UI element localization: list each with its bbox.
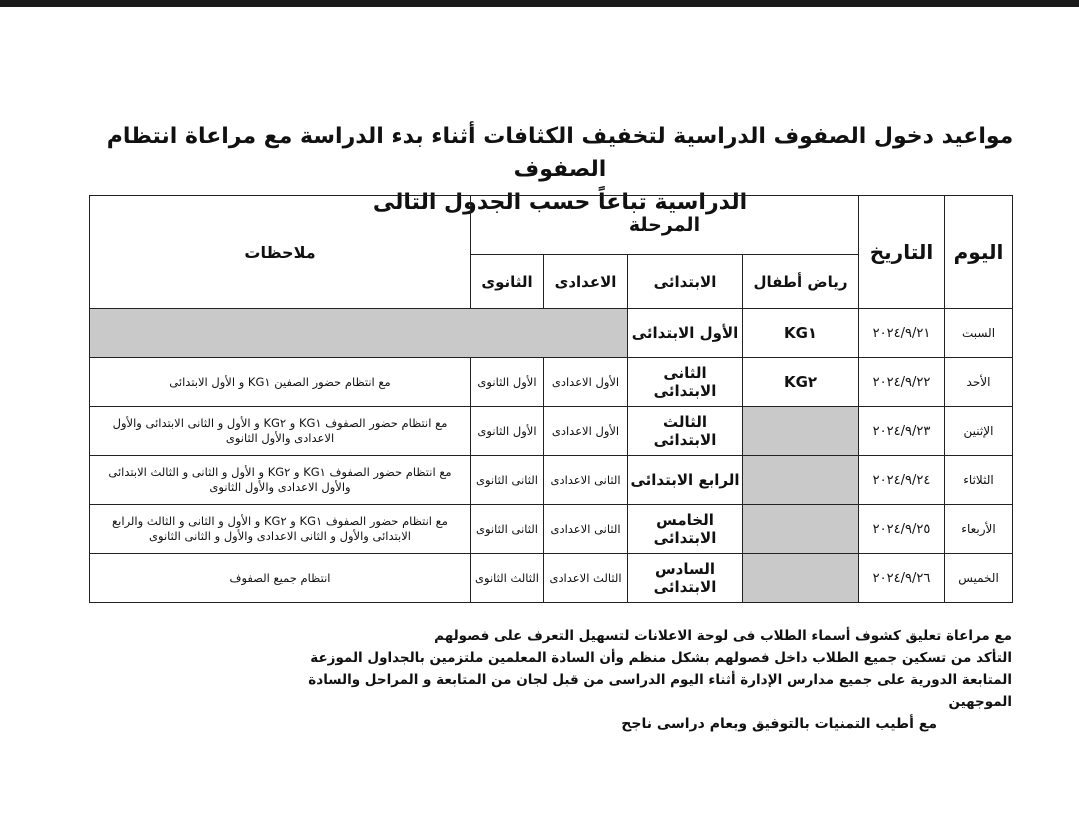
cell-kg-shaded xyxy=(743,554,859,603)
cell-notes: مع انتظام حضور الصفوف KG١ و KG٢ و الأول و الثانى و الثالث الابتدائى والأول الاعدادى والأول الثانوى xyxy=(90,456,471,505)
title-line-1: مواعيد دخول الصفوف الدراسية لتخفيف الكثافات أثناء بدء الدراسة مع مراعاة انتظام الصفوف xyxy=(106,124,1014,182)
shaded-empty-cell xyxy=(90,309,628,358)
cell-primary: الرابع الابتدائى xyxy=(628,456,743,505)
cell-date: ٢٠٢٤/٩/٢٢ xyxy=(859,358,945,407)
cell-date: ٢٠٢٤/٩/٢٤ xyxy=(859,456,945,505)
cell-kg-shaded xyxy=(743,456,859,505)
title-line-2: الدراسية تباعاً حسب الجدول التالى xyxy=(372,190,748,215)
table-row xyxy=(90,309,1013,358)
header-date: التاريخ xyxy=(859,196,945,309)
cell-day: الخميس xyxy=(945,554,1013,603)
cell-kg: KG٢ xyxy=(743,358,859,407)
header-prep: الاعدادى xyxy=(544,255,628,309)
header-primary: الابتدائى xyxy=(628,255,743,309)
cell-prep: الأول الاعدادى xyxy=(544,358,628,407)
footer-notes xyxy=(300,625,1012,735)
table-row xyxy=(90,505,1013,554)
table-row xyxy=(90,358,1013,407)
table-row xyxy=(90,407,1013,456)
cell-notes: مع انتظام حضور الصفين KG١ و الأول الابتدائى xyxy=(90,358,471,407)
header-stage: المرحلة xyxy=(471,196,859,255)
cell-prep: الأول الاعدادى xyxy=(544,407,628,456)
cell-kg-shaded xyxy=(743,505,859,554)
cell-secondary: الثانى الثانوى xyxy=(471,456,544,505)
cell-day: الإثنين xyxy=(945,407,1013,456)
cell-notes: مع انتظام حضور الصفوف KG١ و KG٢ و الأول و الثانى الابتدائى والأول الاعدادى والأول الثانوى xyxy=(90,407,471,456)
cell-secondary: الأول الثانوى xyxy=(471,407,544,456)
header-kg: رياض أطفال xyxy=(743,255,859,309)
cell-prep: الثانى الاعدادى xyxy=(544,456,628,505)
footer-note-3: المتابعة الدورية على جميع مدارس الإدارة أثناء اليوم الدراسى من قبل لجان من المتابعة و المراحل والسادة الموجهين xyxy=(308,672,1012,710)
table-row xyxy=(90,554,1013,603)
cell-primary: السادس الابتدائى xyxy=(628,554,743,603)
cell-notes: انتظام جميع الصفوف xyxy=(90,554,471,603)
cell-primary: الثالث الابتدائى xyxy=(628,407,743,456)
cell-day: الأحد xyxy=(945,358,1013,407)
cell-secondary: الأول الثانوى xyxy=(471,358,544,407)
cell-notes: مع انتظام حضور الصفوف KG١ و KG٢ و الأول و الثانى و الثالث والرابع الابتدائى والأول و الثانى الاعدادى والأول و الثانى الثانوى xyxy=(90,505,471,554)
header-notes: ملاحظات xyxy=(90,196,471,309)
cell-secondary: الثانى الثانوى xyxy=(471,505,544,554)
cell-primary: الثانى الابتدائى xyxy=(628,358,743,407)
cell-kg: KG١ xyxy=(743,309,859,358)
top-border-bar xyxy=(0,0,1079,7)
schedule-table xyxy=(89,195,1013,603)
cell-date: ٢٠٢٤/٩/٢٥ xyxy=(859,505,945,554)
cell-primary: الأول الابتدائى xyxy=(628,309,743,358)
header-secondary: الثانوى xyxy=(471,255,544,309)
footer-note-2: التأكد من تسكين جميع الطلاب داخل فصولهم بشكل منظم وأن السادة المعلمين ملتزمين بالجداول الموزعة xyxy=(310,650,1012,666)
cell-kg-shaded xyxy=(743,407,859,456)
cell-prep: الثانى الاعدادى xyxy=(544,505,628,554)
cell-prep: الثالث الاعدادى xyxy=(544,554,628,603)
cell-secondary: الثالث الثانوى xyxy=(471,554,544,603)
cell-day: السبت xyxy=(945,309,1013,358)
header-day: اليوم xyxy=(945,196,1013,309)
cell-date: ٢٠٢٤/٩/٢٣ xyxy=(859,407,945,456)
footer-note-1: مع مراعاة تعليق كشوف أسماء الطلاب فى لوحة الاعلانات لتسهيل التعرف على فصولهم xyxy=(434,628,1012,644)
cell-primary: الخامس الابتدائى xyxy=(628,505,743,554)
cell-day: الأربعاء xyxy=(945,505,1013,554)
table-row xyxy=(90,456,1013,505)
cell-date: ٢٠٢٤/٩/٢١ xyxy=(859,309,945,358)
cell-date: ٢٠٢٤/٩/٢٦ xyxy=(859,554,945,603)
footer-wishes: مع أطيب التمنيات بالتوفيق وبعام دراسى ناجح xyxy=(621,716,937,732)
cell-day: الثلاثاء xyxy=(945,456,1013,505)
